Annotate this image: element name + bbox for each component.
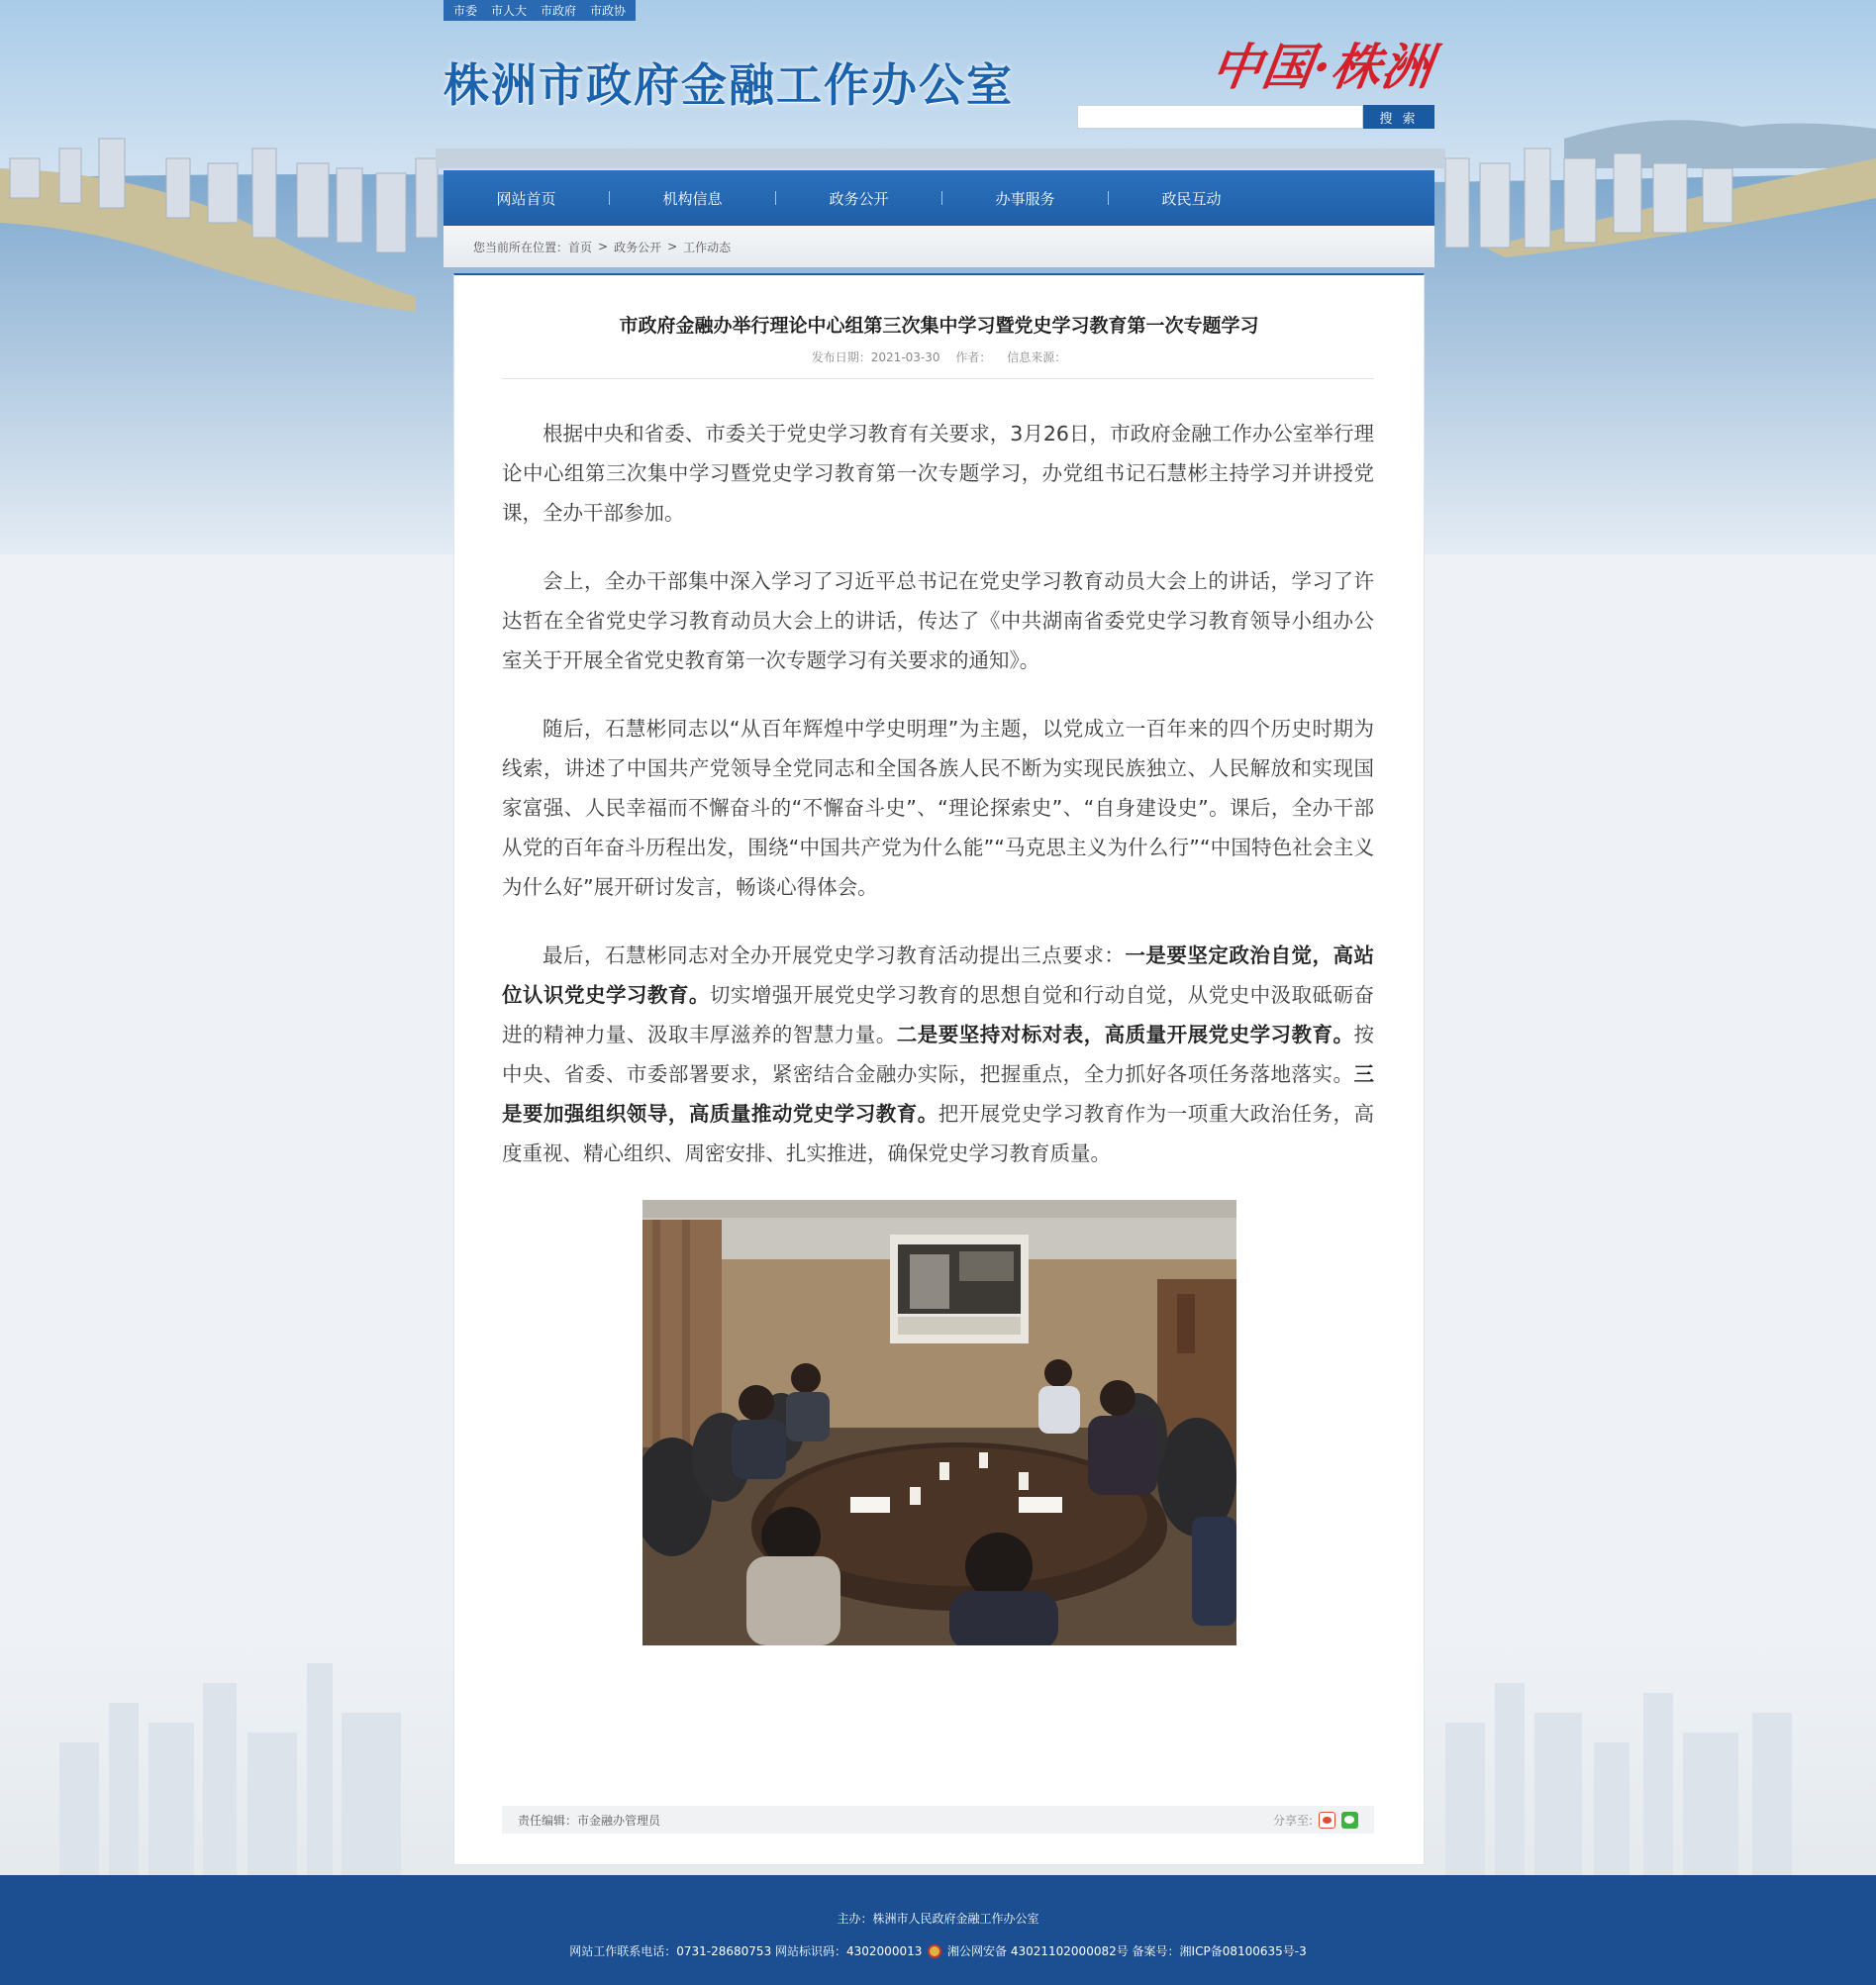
top-link-municipal-committee[interactable]: 市委: [453, 4, 478, 18]
breadcrumb-home[interactable]: 首页: [568, 240, 593, 254]
footer-contact-info: 网站工作联系电话：0731-28680753 网站标识码：4302000013: [569, 1944, 923, 1958]
breadcrumb-separator: >: [598, 240, 609, 253]
footer-registration-info[interactable]: 湘公网安备 43021102000082号 备案号：湘ICP备08100635号-3: [947, 1944, 1307, 1958]
requirement-3: 三是要加强组织领导，高质量推动党史学习教育。: [502, 1062, 1374, 1126]
author-label: 作者：: [955, 350, 992, 364]
main-nav: [444, 170, 1434, 226]
meeting-photo: [642, 1200, 1236, 1645]
police-badge-icon: [928, 1944, 941, 1958]
share-group: [1273, 1812, 1358, 1829]
footer-sponsor: 主办：株洲市人民政府金融工作办公室: [837, 1912, 1039, 1926]
search-input[interactable]: [1077, 105, 1363, 129]
paragraph-4-text-1: 切实增强开展党史学习教育的思想自觉和行动自觉，从党史中汲取砥砺奋进的精神力量、汲取丰厚滋养的智慧力量。: [502, 983, 1375, 1046]
article-body: [502, 414, 1374, 1202]
article-panel: [453, 273, 1425, 1865]
article-paragraph-3: 随后，石慧彬同志以“从百年辉煌中学史明理”为主题，以党成立一百年来的四个历史时期为线索，讲述了中国共产党领导全党同志和全国各族人民不断为实现民族独立、人民解放和实现国家富强、人民幸福而不懈奋斗的“不懈奋斗史”、“理论探索史”、“自身建设史”。课后，全办干部从党的百年奋斗历程出发，围绕“中国共产党为什么能”“马克思主义为什么行”“中国特色社会主义为什么好”展开研讨发言，畅谈心得体会。: [502, 717, 1374, 899]
share-label: 分享至:: [1272, 1813, 1313, 1828]
requirement-1: 一是要坚定政治自觉，高站位认识党史学习教育。: [502, 943, 1374, 1007]
top-link-peoples-congress[interactable]: 市人大: [491, 4, 528, 18]
search-button[interactable]: 搜 索: [1363, 105, 1434, 129]
article-paragraph-1: 根据中央和省委、市委关于党史学习教育有关要求，3月26日，市政府金融工作办公室举行理论中心组第三次集中学习暨党史学习教育第一次专题学习，办党组书记石慧彬主持学习并讲授党课，全办干部参加。: [502, 422, 1374, 525]
article-footer-bar: [502, 1806, 1374, 1834]
publish-date: [812, 350, 940, 364]
breadcrumb-separator: >: [667, 240, 678, 253]
site-title: 株洲市政府金融工作办公室: [444, 58, 1014, 112]
article-meta: [454, 348, 1424, 365]
top-link-municipal-government[interactable]: 市政府: [541, 4, 577, 18]
city-calligraphy-logo: 中国·株洲: [1208, 38, 1437, 96]
top-link-cppcc[interactable]: 市政协: [590, 4, 627, 18]
site-footer: [0, 1875, 1876, 1985]
title-divider: [502, 378, 1374, 379]
requirement-2: 二是要坚持对标对表，高质量开展党史学习教育。: [896, 1023, 1354, 1046]
article-title: 市政府金融办举行理论中心组第三次集中学习暨党史学习教育第一次专题学习: [619, 315, 1259, 337]
responsible-editor: 责任编辑：市金融办管理员: [518, 1813, 661, 1828]
publish-date-value: 2021-03-30: [870, 350, 940, 364]
article-paragraph-4: [502, 936, 1374, 1173]
nav-home[interactable]: 网站首页: [496, 189, 556, 208]
weibo-icon[interactable]: [1319, 1812, 1335, 1829]
publish-label: 发布日期：: [811, 350, 871, 364]
paragraph-4-intro: 最后，石慧彬同志对全办开展党史学习教育活动提出三点要求：: [543, 943, 1126, 967]
footer-contact-line: [0, 1942, 1876, 1959]
article-paragraph-2: 会上，全办干部集中深入学习了习近平总书记在党史学习教育动员大会上的讲话，学习了许达哲在全省党史学习教育动员大会上的讲话，传达了《中共湖南省委党史学习教育领导小组办公室关于开展全省党史教育第一次专题学习有关要求的通知》。: [502, 569, 1374, 672]
nav-government-affairs[interactable]: 政务公开: [829, 189, 889, 208]
top-links-bar: [444, 0, 636, 21]
nav-public-interaction[interactable]: 政民互动: [1161, 189, 1222, 208]
breadcrumb: [444, 226, 1434, 267]
breadcrumb-government-affairs[interactable]: 政务公开: [614, 240, 662, 254]
breadcrumb-work-news[interactable]: 工作动态: [683, 240, 732, 254]
breadcrumb-prefix: 您当前所在位置：: [473, 240, 569, 254]
source-label: 信息来源：: [1007, 350, 1067, 364]
nav-organization-info[interactable]: 机构信息: [662, 189, 723, 208]
paragraph-4-text-3: 把开展党史学习教育作为一项重大政治任务，高度重视、精心组织、周密安排、扎实推进，确保党史学习教育质量。: [502, 1102, 1375, 1165]
paragraph-4-text-2: 按中央、省委、市委部署要求，紧密结合金融办实际，把握重点，全力抓好各项任务落地落实。: [502, 1023, 1375, 1086]
wechat-icon[interactable]: [1341, 1812, 1358, 1829]
nav-services[interactable]: 办事服务: [995, 189, 1055, 208]
